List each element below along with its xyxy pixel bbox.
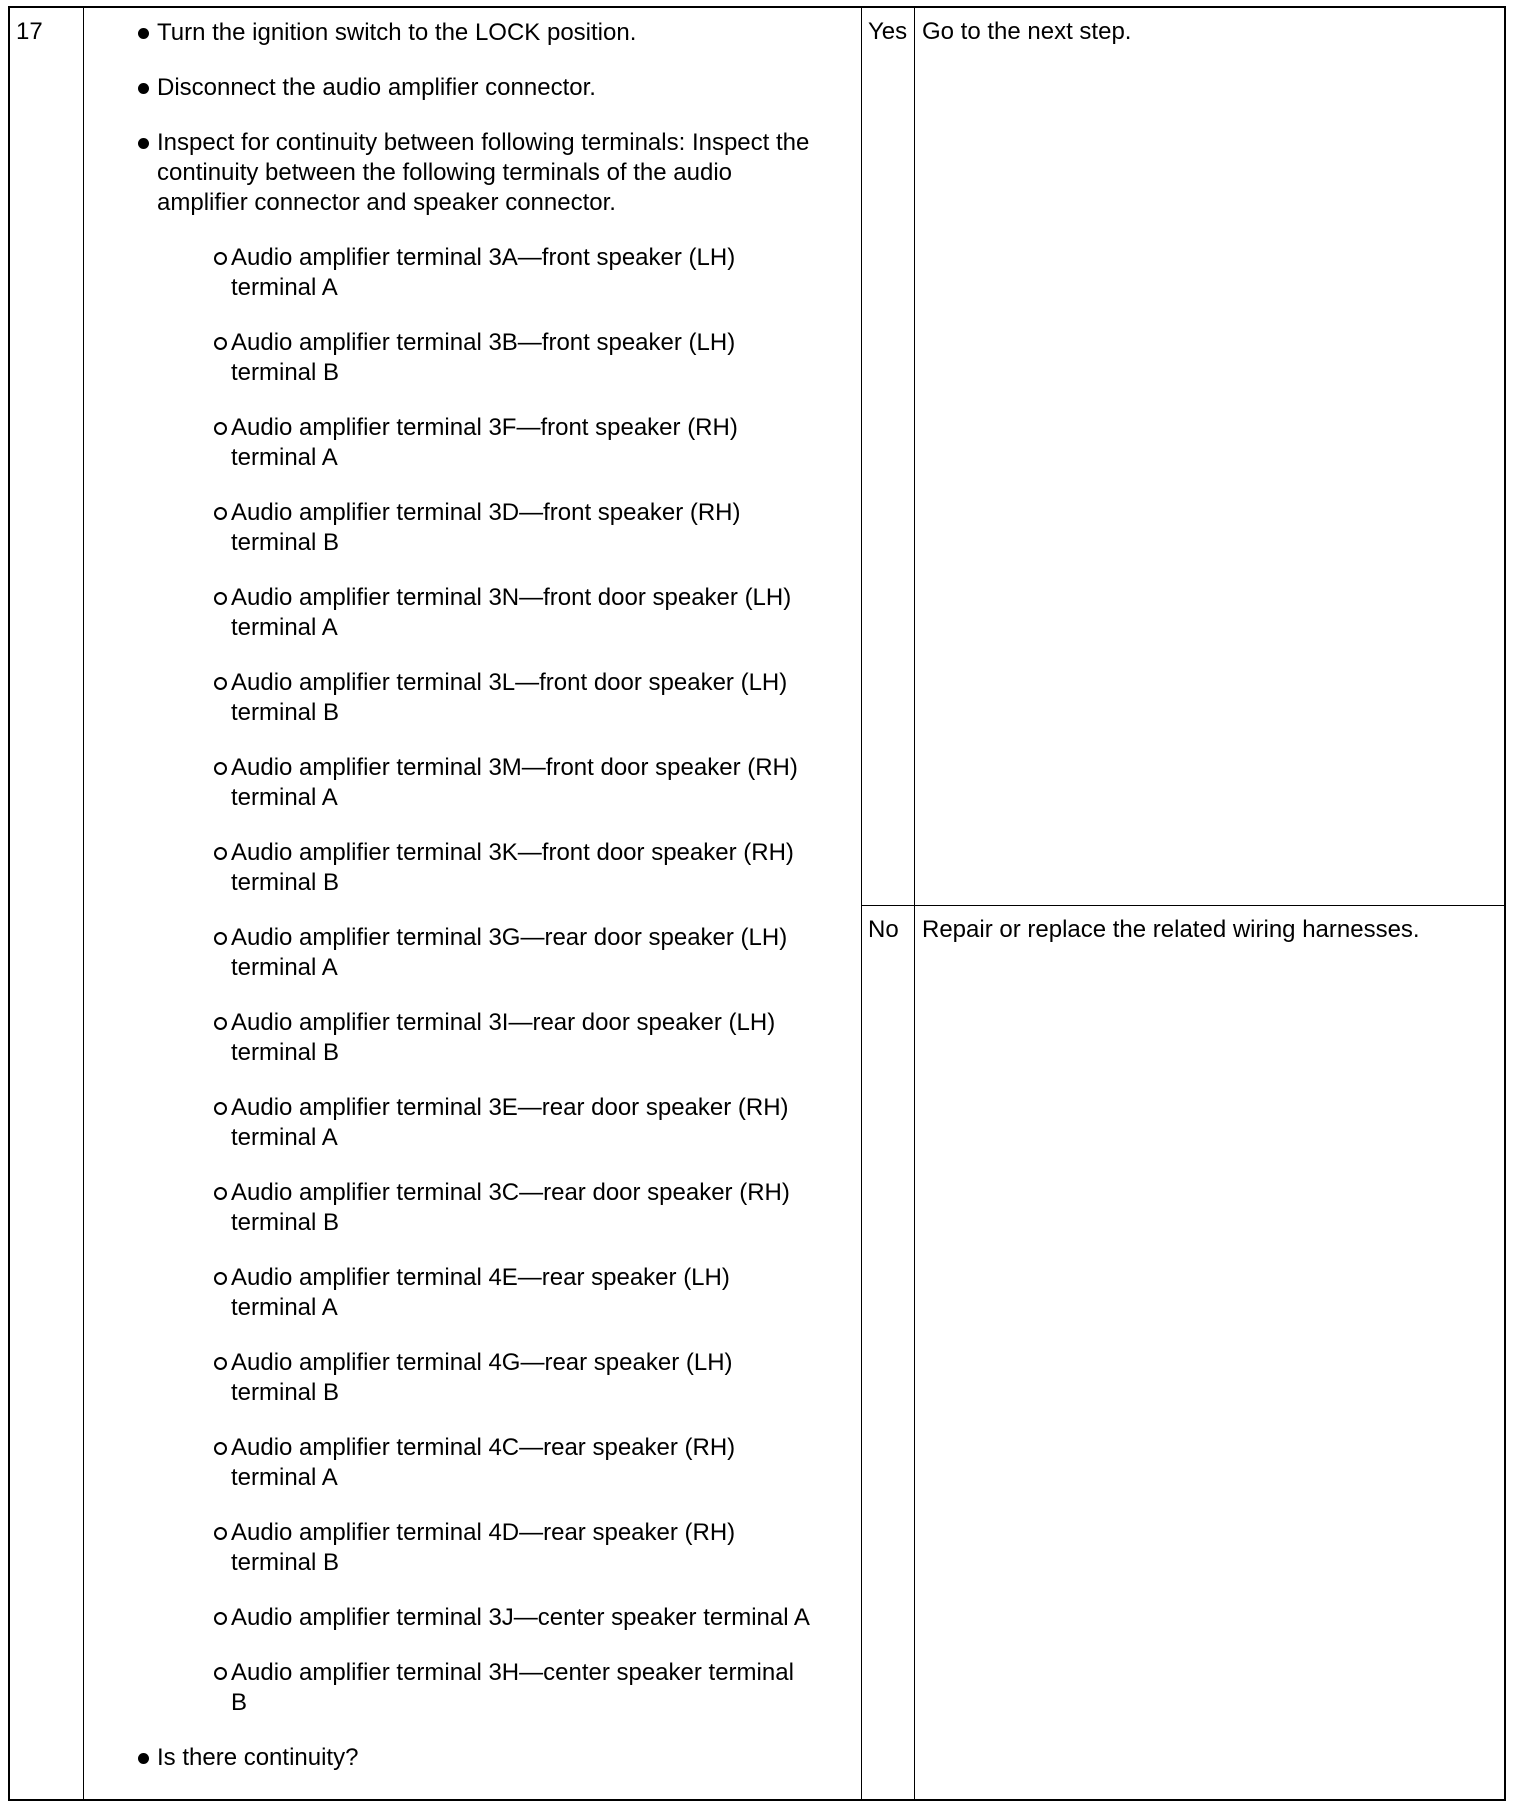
step-number: 17 bbox=[16, 18, 43, 45]
question-item bbox=[112, 1743, 812, 1773]
circle-bullet-icon bbox=[214, 1102, 227, 1115]
terminal-item: Audio amplifier terminal 3A—front speaker (LH) terminal A bbox=[112, 243, 811, 303]
circle-bullet-icon bbox=[214, 762, 227, 775]
terminal-item: Audio amplifier terminal 4E—rear speaker (LH) terminal A bbox=[112, 1263, 811, 1323]
circle-bullet-icon bbox=[214, 677, 227, 690]
column-divider-step bbox=[83, 8, 84, 1799]
terminal-item: Audio amplifier terminal 3M—front door speaker (RH) terminal A bbox=[112, 753, 811, 813]
circle-bullet-icon bbox=[214, 1187, 227, 1200]
bullet-icon bbox=[138, 83, 149, 94]
terminal-item: Audio amplifier terminal 3H—center speaker terminal B bbox=[112, 1658, 811, 1718]
circle-bullet-icon bbox=[214, 592, 227, 605]
column-divider-result bbox=[914, 8, 915, 1799]
action-text: Inspect for continuity between following terminals: Inspect the continuity between the following terminals of the audio amplifier connector and speaker connector. bbox=[157, 129, 810, 216]
bullet-icon bbox=[138, 1753, 149, 1764]
terminal-item: Audio amplifier terminal 3N—front door speaker (LH) terminal A bbox=[112, 583, 811, 643]
circle-bullet-icon bbox=[214, 422, 227, 435]
bullet-icon bbox=[138, 138, 149, 149]
terminal-item: Audio amplifier terminal 3F—front speaker (RH) terminal A bbox=[112, 413, 811, 473]
action-item bbox=[112, 73, 812, 103]
row-divider-yes-no bbox=[861, 905, 1504, 906]
circle-bullet-icon bbox=[214, 1527, 227, 1540]
circle-bullet-icon bbox=[214, 1357, 227, 1370]
terminal-item: Audio amplifier terminal 4C—rear speaker (RH) terminal A bbox=[112, 1433, 811, 1493]
circle-bullet-icon bbox=[214, 507, 227, 520]
terminal-item: Audio amplifier terminal 4G—rear speaker (LH) terminal B bbox=[112, 1348, 811, 1408]
circle-bullet-icon bbox=[214, 1017, 227, 1030]
action-column bbox=[112, 18, 812, 1798]
terminal-item: Audio amplifier terminal 4D—rear speaker (RH) terminal B bbox=[112, 1518, 811, 1578]
diagnostic-table bbox=[8, 6, 1506, 1801]
terminal-item: Audio amplifier terminal 3G—rear door speaker (LH) terminal A bbox=[112, 923, 811, 983]
no-action: Repair or replace the related wiring harnesses. bbox=[922, 916, 1420, 943]
action-item bbox=[112, 18, 812, 48]
terminal-item: Audio amplifier terminal 3B—front speaker (LH) terminal B bbox=[112, 328, 811, 388]
circle-bullet-icon bbox=[214, 847, 227, 860]
circle-bullet-icon bbox=[214, 1667, 227, 1680]
terminal-item: Audio amplifier terminal 3L—front door speaker (LH) terminal B bbox=[112, 668, 811, 728]
yes-action: Go to the next step. bbox=[922, 18, 1132, 45]
terminal-item: Audio amplifier terminal 3I—rear door speaker (LH) terminal B bbox=[112, 1008, 811, 1068]
action-text: Disconnect the audio amplifier connector. bbox=[157, 74, 596, 101]
no-label: No bbox=[868, 916, 899, 943]
column-divider-action bbox=[861, 8, 862, 1799]
yes-label: Yes bbox=[868, 18, 908, 45]
circle-bullet-icon bbox=[214, 1612, 227, 1625]
bullet-icon bbox=[138, 28, 149, 39]
terminal-item: Audio amplifier terminal 3D—front speaker (RH) terminal B bbox=[112, 498, 811, 558]
terminal-item: Audio amplifier terminal 3C—rear door speaker (RH) terminal B bbox=[112, 1178, 811, 1238]
question-text: Is there continuity? bbox=[157, 1744, 359, 1771]
circle-bullet-icon bbox=[214, 1272, 227, 1285]
terminal-item: Audio amplifier terminal 3J—center speaker terminal A bbox=[112, 1603, 811, 1633]
terminal-item: Audio amplifier terminal 3E—rear door speaker (RH) terminal A bbox=[112, 1093, 811, 1153]
action-item bbox=[112, 128, 812, 218]
circle-bullet-icon bbox=[214, 252, 227, 265]
terminal-list bbox=[112, 243, 812, 1718]
terminal-item: Audio amplifier terminal 3K—front door speaker (RH) terminal B bbox=[112, 838, 811, 898]
circle-bullet-icon bbox=[214, 337, 227, 350]
circle-bullet-icon bbox=[214, 1442, 227, 1455]
circle-bullet-icon bbox=[214, 932, 227, 945]
action-text: Turn the ignition switch to the LOCK position. bbox=[157, 19, 637, 46]
